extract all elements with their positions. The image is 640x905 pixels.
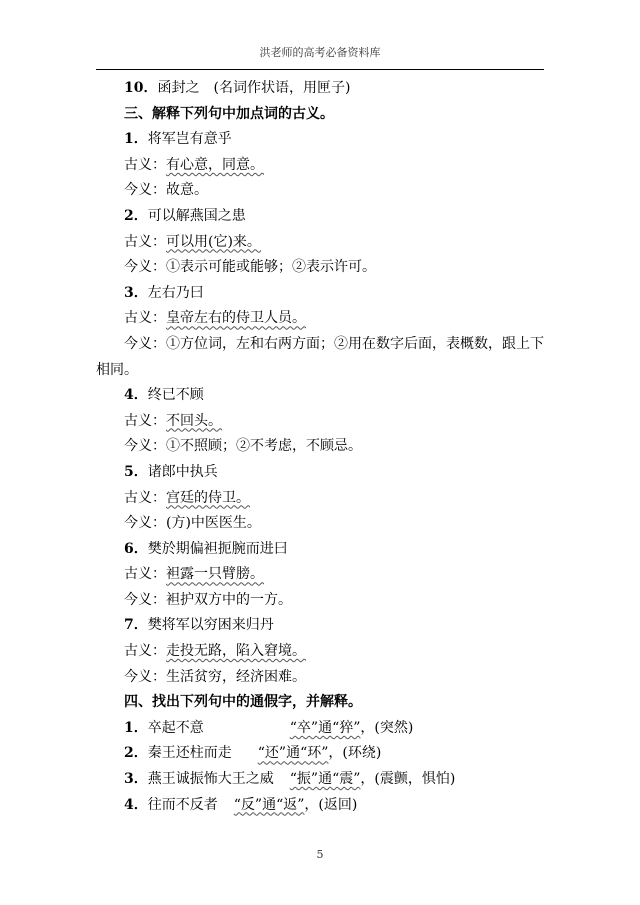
note: ，(震颤，惧怕) [360,771,456,788]
tongjia-1 [96,716,546,742]
answer: “反”通“返” [233,796,305,813]
page-header: 洪老师的高考必备资料库 [259,46,381,59]
question-text: 诸郎中执兵 [147,463,218,480]
document-body [96,76,546,818]
label: 今义： [124,668,166,685]
question-6 [96,537,546,563]
modern-meaning-5 [96,511,546,537]
question-number: 7． [124,617,148,634]
question-text: 樊於期偏袒扼腕而进曰 [147,540,288,557]
question-text: 燕王诚振怖大王之威 [147,771,274,788]
question-number: 2． [124,207,148,224]
question-number: 3． [124,284,148,301]
question-number: 4． [124,387,148,404]
question-number: 6． [124,540,148,557]
answer: 生活贫穷，经济困难。 [166,668,306,685]
question-number: 4． [124,796,148,813]
note: ，(突然) [360,719,414,736]
answer: 不回头。 [166,412,222,429]
ancient-meaning-4 [96,409,546,435]
answer: ①不照顾；②不考虑，不顾忌。 [166,438,362,455]
label: 古义： [124,233,166,250]
modern-meaning-1 [96,178,546,204]
tongjia-2 [96,741,546,767]
page-number: 5 [316,848,324,861]
question-text: 樊将军以穷困来归丹 [147,617,274,634]
label: 古义： [124,643,166,660]
item-10 [96,76,546,102]
ancient-meaning-7 [96,639,546,665]
modern-meaning-4 [96,434,546,460]
item-number: 10． [124,80,158,96]
modern-meaning-6 [96,588,546,614]
question-text: 终已不顾 [147,387,204,404]
question-5 [96,460,546,486]
ancient-meaning-3 [96,306,546,332]
question-7 [96,613,546,639]
ancient-meaning-5 [96,486,546,512]
answer: “振”通“震” [289,771,361,788]
question-4 [96,383,546,409]
answer: 袒护双方中的一方。 [166,591,292,608]
label: 今义： [124,259,166,276]
question-1 [96,127,546,153]
label: 今义： [124,515,166,532]
answer: 宫廷的侍卫。 [166,489,250,506]
label: 古义： [124,489,166,506]
question-text: 可以解燕国之患 [147,207,246,224]
modern-meaning-2 [96,255,546,281]
label: 今义： [124,182,166,199]
answer: ①表示可能或能够；②表示许可。 [166,259,376,276]
answer: “还”通“环” [257,745,329,762]
ancient-meaning-6 [96,562,546,588]
label: 古义： [124,566,166,583]
answer: ①方位词，左和右两方面；②用在数字后面，表概数，跟上下相同。 [96,335,544,378]
question-number: 1． [124,131,148,148]
label: 今义： [124,335,166,352]
item-text: 函封之 (名词作状语，用匣子) [157,80,351,96]
question-number: 2． [124,745,148,762]
modern-meaning-7 [96,665,546,691]
header-rule [96,69,544,70]
modern-meaning-3 [96,332,546,383]
answer: 袒露一只臂膀。 [166,566,264,583]
answer: 走投无路，陷入窘境。 [166,643,306,660]
label: 今义： [124,591,166,608]
ancient-meaning-2 [96,230,546,256]
answer: 皇帝左右的侍卫人员。 [166,310,306,327]
tongjia-3 [96,767,546,793]
label: 古义： [124,412,166,429]
section-3-title: 三、解释下列句中加点词的古义。 [124,105,334,122]
ancient-meaning-1 [96,153,546,179]
question-3 [96,281,546,307]
label: 古义： [124,156,166,173]
note: ，(环绕) [328,745,382,762]
tongjia-4 [96,793,546,819]
answer: (方)中医医生。 [166,515,261,532]
answer: 有心意，同意。 [166,156,264,173]
answer: “卒”通“猝” [289,719,361,736]
note: ，(返回) [304,796,358,813]
question-text: 将军岂有意乎 [147,131,232,148]
question-text: 卒起不意 [147,719,204,736]
question-2 [96,204,546,230]
label: 古义： [124,310,166,327]
answer: 故意。 [166,182,208,199]
question-number: 5． [124,463,148,480]
question-text: 往而不反者 [147,796,218,813]
question-number: 1． [124,719,148,736]
question-text: 左右乃曰 [147,284,204,301]
question-number: 3． [124,771,148,788]
answer: 可以用(它)来。 [166,233,261,250]
question-text: 秦王还柱而走 [147,745,232,762]
label: 今义： [124,438,166,455]
section-4-title: 四、找出下列句中的通假字，并解释。 [124,694,362,711]
